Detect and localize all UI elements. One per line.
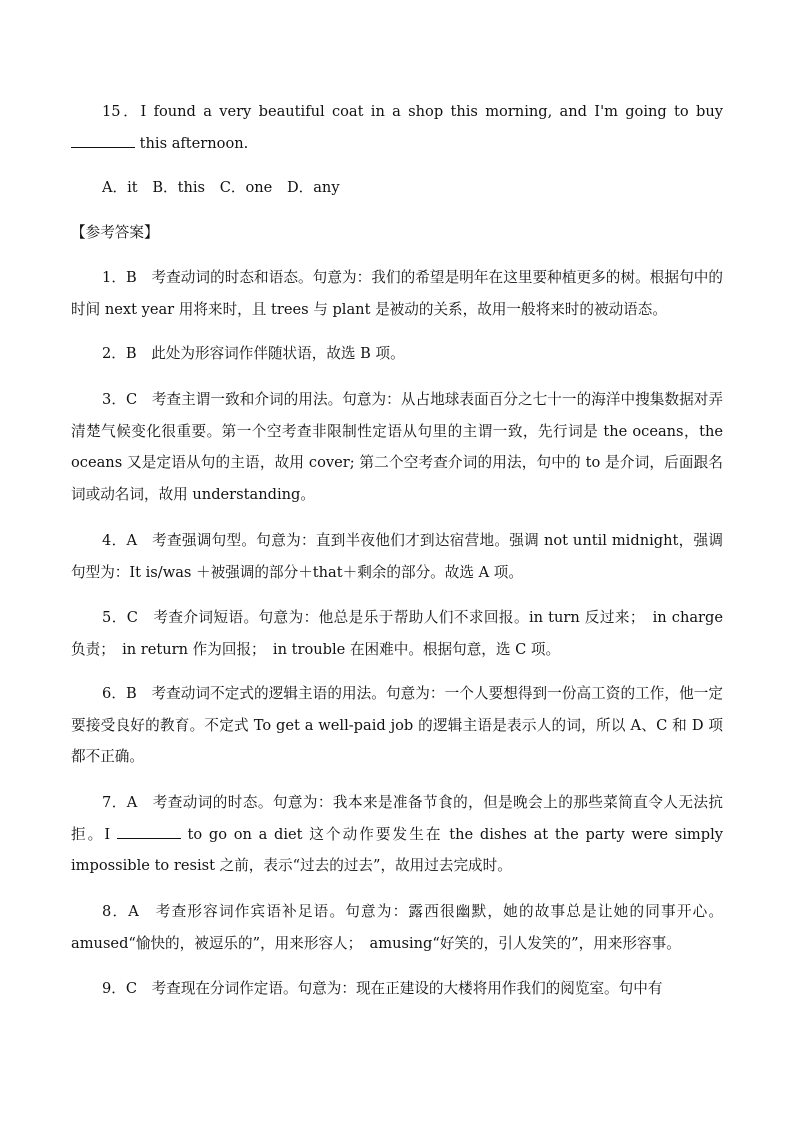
answer-7-blank (117, 824, 181, 839)
answer-1: 1．B 考查动词的时态和语态。句意为：我们的希望是明年在这里要种植更多的树。根据句中的时间 next year 用将来时，且 trees 与 plant 是被动的关系，故用一般将来时的被动语态。 (71, 269, 723, 318)
option-b: B．this (152, 179, 206, 196)
answer-7 (71, 787, 723, 882)
answer-blank (71, 133, 135, 148)
answer-8: 8．A 考查形容词作宾语补足语。句意为：露西很幽默，她的故事总是让她的同事开心。amused“愉快的，被逗乐的”，用来形容人； amusing“好笑的，引人发笑的”，用来形容事。 (71, 903, 723, 952)
answer-3: 3．C 考查主谓一致和介词的用法。句意为：从占地球表面百分之七十一的海洋中搜集数据对弄清楚气候变化很重要。第一个空考查非限制性定语从句里的主谓一致，先行词是 the oceans，the oceans 又是定语从句的主语，故用 cover; 第二个空考查介词的用法，句中的 to 是介词，后面跟名词或动名词，故用 understanding。 (71, 391, 723, 503)
question-text-after: this afternoon. (139, 134, 249, 152)
option-d: D．any (286, 179, 340, 196)
answer-4: 4．A 考查强调句型。句意为：直到半夜他们才到达宿营地。强调 not until midnight，强调句型为：It is/was ＋被强调的部分＋that＋剩余的部分。故选 A 项。 (71, 532, 723, 581)
question-options (71, 172, 723, 204)
question-number: 15． (102, 103, 141, 120)
answer-5: 5．C 考查介词短语。句意为：他总是乐于帮助人们不求回报。in turn 反过来； in charge 负责； in return 作为回报； in trouble 在困难中。根据句意，选 C 项。 (71, 609, 723, 658)
answer-heading: 【参考答案】 (71, 224, 159, 241)
option-c: C．one (219, 179, 273, 196)
answer-9: 9．C 考查现在分词作定语。句意为：现在正建设的大楼将用作我们的阅览室。句中有 (102, 980, 663, 997)
question-15 (71, 96, 723, 159)
question-text-before: I found a very beautiful coat in a shop this morning, and I'm going to buy (140, 103, 723, 120)
answer-7-before: 7．A 考查动词的时态。句意为：我本来是准备节食的，但是晚会上的那些菜简直令人无法抗拒。I (71, 794, 723, 843)
answer-2: 2．B 此处为形容词作伴随状语，故选 B 项。 (102, 345, 405, 362)
option-a: A．it (102, 179, 138, 196)
answer-7-after: to go on a diet 这个动作要发生在 the dishes at the party were simply impossible to resist 之前，表示“过去的过去”，故用过去完成时。 (71, 825, 724, 874)
answer-6: 6．B 考查动词不定式的逻辑主语的用法。句意为：一个人要想得到一份高工资的工作，他一定要接受良好的教育。不定式 To get a well-paid job 的逻辑主语是表示人的词，所以 A、C 和 D 项都不正确。 (71, 685, 723, 765)
